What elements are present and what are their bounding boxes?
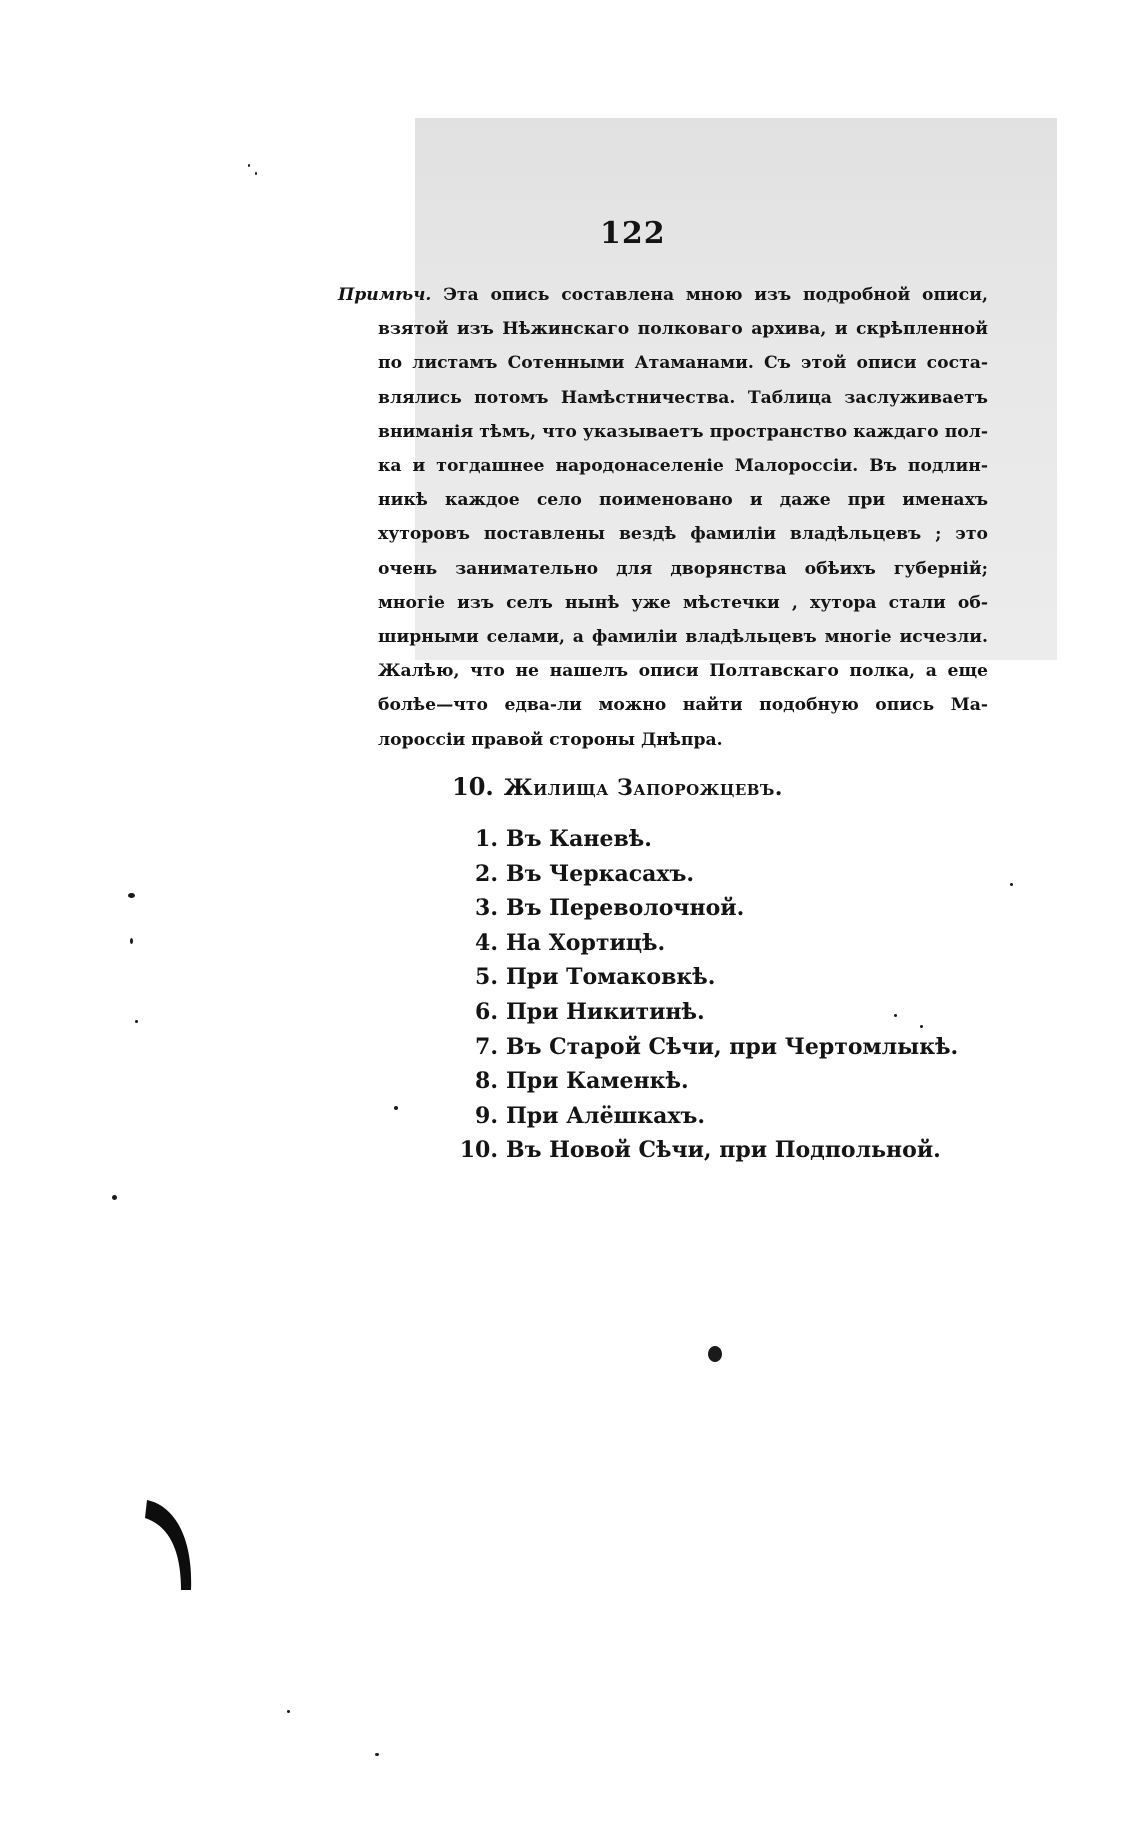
section-number: 10.: [452, 772, 494, 801]
list-item: 9. При Алёшкахъ.: [475, 1102, 705, 1129]
list-item: 10. Въ Новой Сѣчи, при Подпольной.: [459, 1137, 941, 1164]
list-item: 5. При Томаковкѣ.: [475, 964, 716, 991]
note-line: многіе изъ селъ нынѣ уже мѣстечки , хутора стали об-: [378, 592, 988, 613]
list-item: 7. Въ Старой Сѣчи, при Чертомлыкѣ.: [475, 1033, 959, 1060]
scan-speck: [248, 164, 250, 167]
scan-speck: [1010, 883, 1013, 886]
list-item: 6. При Никитинѣ.: [475, 998, 705, 1025]
scan-speck: [255, 172, 257, 175]
note-line: очень занимательно для дворянства обѣихъ губерній;: [378, 558, 988, 579]
note-line: ширными селами, а фамиліи владѣльцевъ многіе исчезли.: [378, 627, 988, 648]
note-line: влялись потомъ Намѣстничества. Таблица заслуживаетъ: [378, 387, 988, 408]
footnote: [338, 278, 988, 757]
list-item: 3. Въ Переволочной.: [475, 895, 745, 922]
section-heading: [452, 772, 783, 801]
scan-speck: [920, 1025, 923, 1028]
list-item: 2. Въ Черкасахъ.: [475, 860, 695, 887]
note-label: Примѣч.: [338, 285, 432, 305]
list-item: 1. Въ Каневѣ.: [475, 826, 652, 852]
note-line: лороссіи правой стороны Днѣпра.: [378, 729, 723, 750]
scan-speck: [112, 1195, 117, 1200]
list-item: 8. При Каменкѣ.: [475, 1068, 689, 1095]
scan-speck: [894, 1014, 897, 1017]
scan-speck: [287, 1710, 290, 1713]
scan-speck: [394, 1106, 398, 1110]
note-line: болѣе—что едва-ли можно найти подобную опись Ма-: [378, 695, 988, 716]
scan-speck: [128, 893, 135, 898]
list-item: 4. На Хортицѣ.: [475, 929, 666, 956]
note-line: взятой изъ Нѣжинскаго полковаго архива, и скрѣпленной: [378, 319, 988, 340]
page-number: 122: [600, 216, 666, 251]
scan-speck: [375, 1753, 379, 1756]
note-line: вниманія тѣмъ, что указываетъ пространство каждаго пол-: [378, 421, 988, 442]
scan-speck: [708, 1346, 722, 1362]
note-line: Примѣч. Эта опись составлена мною изъ подробной описи,: [338, 285, 988, 305]
scan-speck: [130, 938, 133, 944]
note-line: Жалѣю, что не нашелъ описи Полтавскаго полка, а еще: [378, 661, 988, 682]
section-title: Жилища Запорожцевъ.: [503, 775, 783, 801]
settlement-list: [458, 822, 958, 1168]
note-line: ка и тогдашнее народонаселеніе Малороссіи. Въ подлин-: [378, 456, 988, 477]
scan-speck: [135, 1020, 138, 1023]
note-line: никѣ каждое село поименовано и даже при именахъ: [378, 490, 988, 511]
scan-binding-mark: [145, 1498, 195, 1593]
note-line: по листамъ Сотенными Атаманами. Съ этой описи соста-: [378, 353, 988, 374]
note-line: хуторовъ поставлены вездѣ фамиліи владѣльцевъ ; это: [378, 524, 988, 545]
